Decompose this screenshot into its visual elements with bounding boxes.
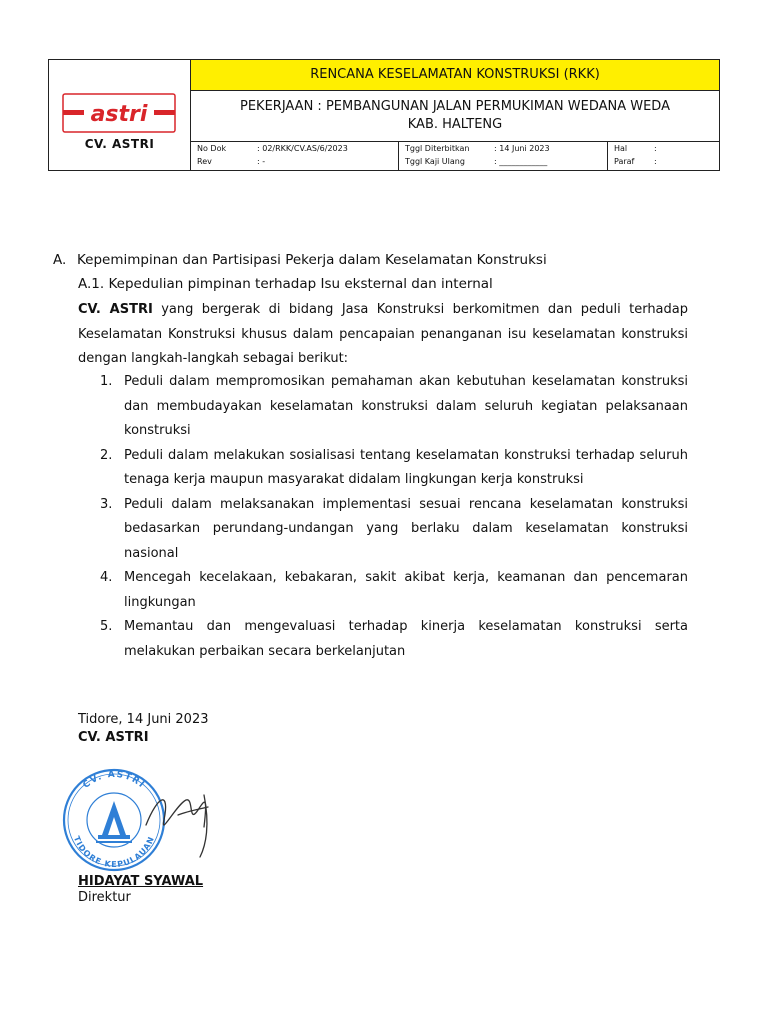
svg-text:astri: astri <box>90 102 148 127</box>
list-item-text: Mencegah kecelakaan, kebakaran, sakit akibat kerja, keamanan dan pencemaran lingkungan <box>124 570 688 610</box>
sub-heading: A.1. Kepedulian pimpinan terhadap Isu eksternal dan internal <box>78 276 493 292</box>
meta-doc-number-col <box>191 142 399 170</box>
signature-company: CV. ASTRI <box>78 730 149 745</box>
signer-name: HIDAYAT SYAWAL <box>78 874 204 889</box>
issued-date-value: : 14 Juni 2023 <box>494 144 550 153</box>
intro-paragraph <box>78 298 688 372</box>
section-heading-text: Kepemimpinan dan Partisipasi Pekerja dalam Keselamatan Konstruksi <box>77 252 547 268</box>
list-item <box>78 370 688 444</box>
stamp-emblem <box>96 801 132 843</box>
stamp-seal <box>64 770 164 870</box>
paraf-value: : <box>654 157 657 166</box>
list-item <box>78 444 688 493</box>
no-dok-label: No Dok <box>197 144 227 153</box>
document-header-table <box>48 59 720 171</box>
list-item-text: Peduli dalam melaksanakan implementasi sesuai rencana keselamatan konstruksi bedasarkan perundang-undangan yang berlaku dalam keselamatan konstruksi nasional <box>124 496 688 561</box>
list-item <box>78 615 688 664</box>
review-date-label: Tggl Kaji Ulang <box>405 157 465 166</box>
page-label: Hal <box>614 144 628 153</box>
list-item-text: Peduli dalam melakukan sosialisasi tentang keselamatan konstruksi terhadap seluruh tenaga kerja maupun masyarakat didalam lingkungan kerja konstruksi <box>124 447 688 487</box>
document-meta-row <box>191 142 719 170</box>
place-date: Tidore, 14 Juni 2023 <box>78 712 209 727</box>
astri-logo <box>62 93 176 133</box>
issued-date-label: Tggl Diterbitkan <box>405 144 470 153</box>
svg-text:CV. ASTRI: CV. ASTRI <box>81 769 147 791</box>
meta-page-col <box>608 142 719 170</box>
list-item <box>78 566 688 615</box>
list-item-number: 5. <box>100 619 113 634</box>
meta-dates-col <box>399 142 608 170</box>
list-item-text: Memantau dan mengevaluasi terhadap kinerja keselamatan konstruksi serta melakukan perbaikan secara berkelanjutan <box>124 619 688 659</box>
section-letter: A. <box>53 252 67 268</box>
company-name: CV. ASTRI <box>84 137 155 151</box>
signer-role: Direktur <box>78 890 131 905</box>
list-item-number: 3. <box>100 496 113 512</box>
list-item-text: Peduli dalam mempromosikan pemahaman akan kebutuhan keselamatan konstruksi dan membudayakan keselamatan konstruksi dalam seluruh kegiatan pelaksanaan konstruksi <box>124 374 688 438</box>
review-date-value: : ____________ <box>494 157 548 166</box>
svg-text:TIDORE KEPULAUAN: TIDORE KEPULAUAN <box>71 834 157 870</box>
page-value: : <box>654 144 657 153</box>
section-heading <box>53 252 547 268</box>
no-dok-value: : 02/RKK/CV.AS/6/2023 <box>257 144 348 153</box>
list-item-number: 4. <box>100 570 113 585</box>
project-title-line-1: PEKERJAAN : PEMBANGUNAN JALAN PERMUKIMAN WEDANA WEDA <box>240 99 670 114</box>
list-item-number: 2. <box>100 447 113 463</box>
document-title: RENCANA KESELAMATAN KONSTRUKSI (RKK) <box>191 60 719 91</box>
list-item <box>78 493 688 567</box>
paraf-label: Paraf <box>614 157 635 166</box>
project-title-line-2: KAB. HALTENG <box>407 117 503 132</box>
company-stamp-and-signature <box>58 765 258 875</box>
logo-cell <box>49 60 191 170</box>
project-title <box>191 91 719 142</box>
intro-text: yang bergerak di bidang Jasa Konstruksi berkomitmen dan peduli terhadap Keselamatan Konstruksi khusus dalam pencapaian penanganan isu keselamatan konstruksi dengan langkah-langkah sebagai berikut: <box>78 302 688 366</box>
commitment-list <box>78 370 688 664</box>
intro-company: CV. ASTRI <box>78 302 153 317</box>
rev-value: : - <box>257 157 266 166</box>
rev-label: Rev <box>197 157 212 166</box>
list-item-number: 1. <box>100 374 113 389</box>
